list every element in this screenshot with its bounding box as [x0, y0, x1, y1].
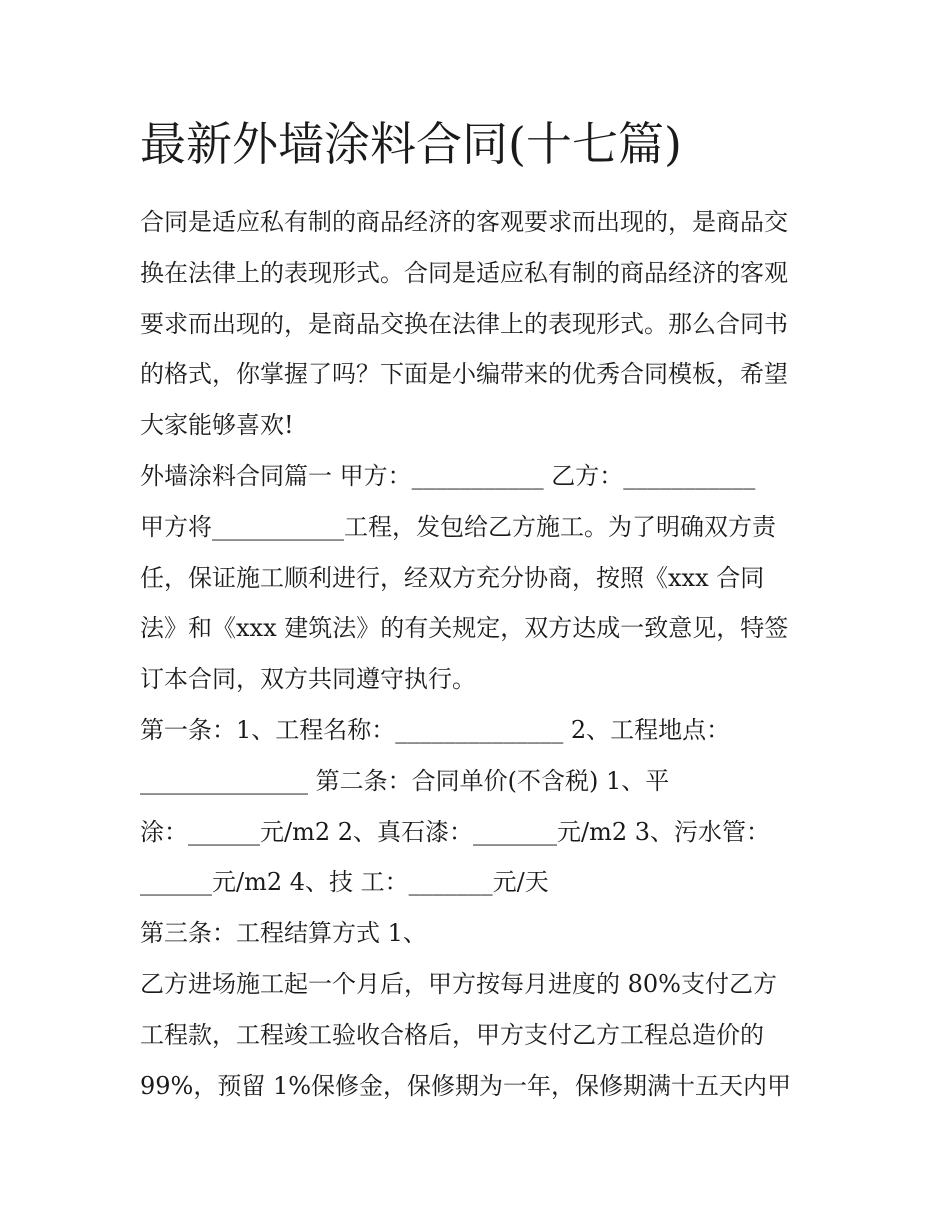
text-line: 第一条：1、工程名称：______________ 2、工程地点： [140, 715, 731, 744]
text-line: 乙方进场施工起一个月后，甲方按每月进度的 80%支付乙方 [140, 969, 777, 998]
text-line: 换在法律上的表现形式。合同是适应私有制的商品经济的客观 [140, 258, 788, 287]
text-line: 订本合同，双方共同遵守执行。 [140, 665, 476, 694]
text-line: 要求而出现的，是商品交换在法律上的表现形式。那么合同书 [140, 309, 788, 338]
text-line: ______元/m2 4、技 工：_______元/天 [140, 868, 549, 897]
text-line: 甲方将___________工程，发包给乙方施工。为了明确双方责 [140, 512, 776, 541]
document-body [140, 197, 820, 1111]
text-line: 第三条：工程结算方式 1、 [140, 919, 427, 948]
text-line: 法》和《xxx 建筑法》的有关规定，双方达成一致意见，特签 [140, 614, 789, 643]
text-line: 合同是适应私有制的商品经济的客观要求而出现的，是商品交 [140, 208, 788, 236]
text-line: 任，保证施工顺利进行，经双方充分协商，按照《xxx 合同 [140, 563, 765, 592]
text-line: 涂：______元/m2 2、真石漆：_______元/m2 3、污水管： [140, 817, 771, 846]
text-line: 工程款，工程竣工验收合格后，甲方支付乙方工程总造价的 [140, 1020, 764, 1049]
text-line: ______________ 第二条：合同单价(不含税) 1、平 [140, 766, 670, 795]
text-line: 外墙涂料合同篇一 甲方：___________ 乙方：___________ [140, 461, 756, 490]
text-line: 的格式，你掌握了吗？下面是小编带来的优秀合同模板，希望 [140, 360, 788, 389]
text-line: 99%，预留 1%保修金，保修期为一年，保修期满十五天内甲 [140, 1071, 792, 1100]
text-line: 大家能够喜欢! [140, 411, 294, 440]
document-title: 最新外墙涂料合同(十七篇) [140, 117, 682, 171]
